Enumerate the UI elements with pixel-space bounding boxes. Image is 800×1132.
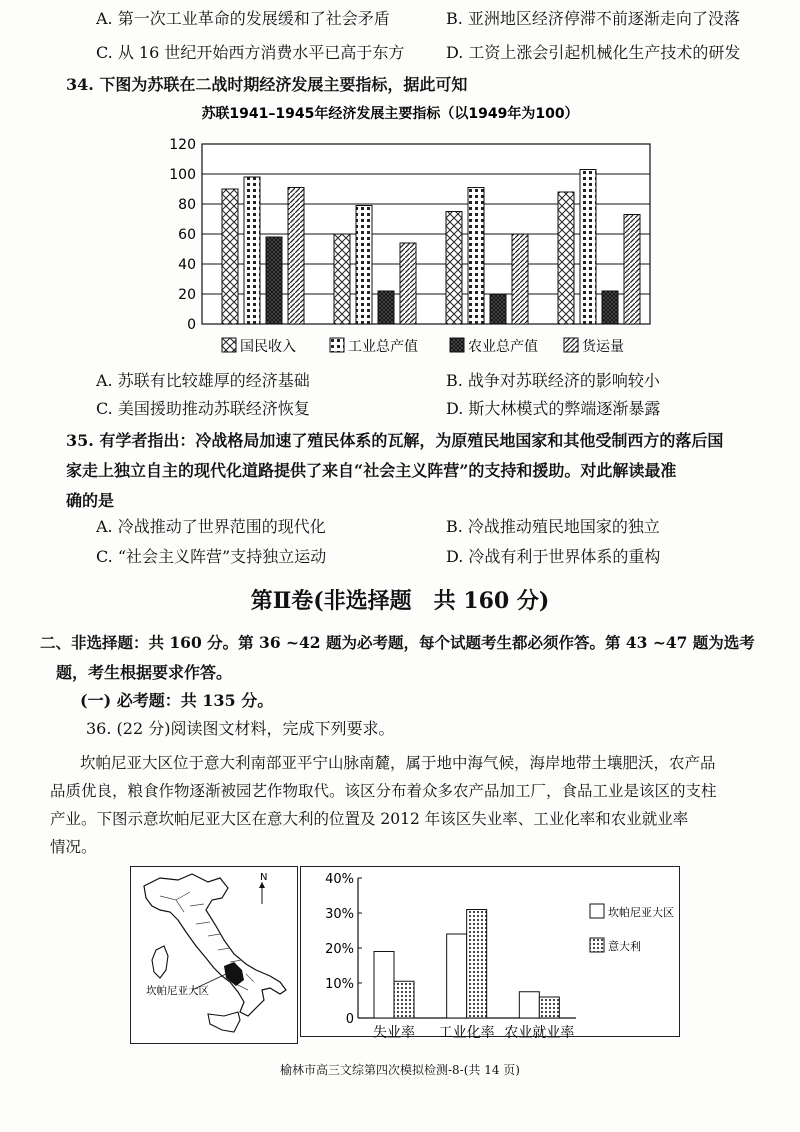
chart1-legend-swatch [222, 338, 236, 352]
q36-para-line3: 产业。下图示意坎帕尼亚大区在意大利的位置及 2012 年该区失业率、工业化率和农业就业率 [50, 810, 689, 828]
chart1-bar [602, 291, 618, 324]
chart2-bar [467, 910, 487, 1019]
page-footer: 榆林市高三文综第四次模拟检测-8-(共 14 页) [279, 1063, 520, 1077]
chart2-x-tick-label: 工业化率 [438, 1025, 495, 1041]
q33-option-a: A. 第一次工业革命的发展缓和了社会矛盾 [96, 9, 390, 28]
soviet-economy-chart [150, 98, 670, 363]
chart1-legend-swatch [450, 338, 464, 352]
chart1-bar [356, 206, 372, 325]
section-title: 第Ⅱ卷(非选择题 共 160 分) [250, 588, 550, 614]
q36-para-line2: 品质优良，粮食作物逐渐被园艺作物取代。该区分布着众多农产品加工厂，食品工业是该区的支柱 [50, 782, 717, 800]
chart1-y-tick-label: 20 [178, 287, 196, 303]
q34-option-b: B. 战争对苏联经济的影响较小 [446, 371, 660, 390]
chart1-bar [378, 291, 394, 324]
chart2-y-tick-label: 40% [325, 872, 354, 887]
chart1-bar [288, 188, 304, 325]
q34-option-c: C. 美国援助推动苏联经济恢复 [96, 399, 310, 418]
chart1-y-tick-label: 0 [187, 317, 196, 333]
q33-option-c: C. 从 16 世纪开始西方消费水平已高于东方 [96, 43, 405, 62]
chart2-x-tick-label: 失业率 [373, 1025, 415, 1041]
chart2-legend-label: 坎帕尼亚大区 [608, 906, 674, 919]
chart1-y-tick-label: 60 [178, 227, 196, 243]
q34-stem: 34. 下图为苏联在二战时期经济发展主要指标，据此可知 [66, 75, 468, 94]
q35-option-d: D. 冷战有利于世界体系的重构 [446, 547, 661, 566]
chart1-bar [446, 212, 462, 325]
italy-map [130, 866, 298, 1044]
chart2-y-tick-label: 30% [325, 907, 354, 922]
chart2-bar [539, 997, 559, 1018]
campania-chart [300, 866, 680, 1046]
q33-option-d: D. 工资上涨会引起机械化生产技术的研发 [446, 43, 741, 62]
chart1-title: 苏联1941–1945年经济发展主要指标（以1949年为100） [201, 106, 579, 122]
chart2-legend-label: 意大利 [608, 940, 641, 953]
chart1-legend-swatch [564, 338, 578, 352]
chart1-bar [468, 188, 484, 325]
q34-option-d: D. 斯大林模式的弊端逐渐暴露 [446, 399, 661, 418]
chart1-bar [334, 234, 350, 324]
chart2-legend-swatch [590, 938, 604, 952]
chart2-y-tick-label: 0 [345, 1012, 354, 1027]
chart2-bar [519, 992, 539, 1018]
chart2-bar [374, 952, 394, 1019]
q36-para-line4: 情况。 [50, 838, 97, 856]
chart2-y-tick-label: 20% [325, 942, 354, 957]
q35-option-b: B. 冷战推动殖民地国家的独立 [446, 517, 660, 536]
chart1-bar [222, 189, 238, 324]
chart1-legend-label: 货运量 [582, 339, 624, 355]
section-intro-line2: 题，考生根据要求作答。 [56, 663, 233, 682]
q35-option-a: A. 冷战推动了世界范围的现代化 [96, 517, 326, 536]
q35-stem-line3: 确的是 [66, 491, 115, 510]
required-heading: (一) 必考题：共 135 分。 [80, 691, 274, 710]
chart1-y-tick-label: 120 [169, 137, 196, 153]
section-intro-line1: 二、非选择题：共 160 分。第 36 ~42 题为必考题，每个试题考生都必须作答。第 43 ~47 题为选考 [40, 633, 755, 652]
chart1-bar [244, 177, 260, 324]
chart1-y-tick-label: 100 [169, 167, 196, 183]
chart1-legend-swatch [330, 338, 344, 352]
q35-option-c: C. “社会主义阵营”支持独立运动 [96, 547, 327, 566]
chart2-bar [394, 981, 414, 1018]
chart1-legend-label: 工业总产值 [348, 339, 418, 355]
chart1-bar [266, 237, 282, 324]
chart1-bar [580, 170, 596, 325]
q36-para-line1: 坎帕尼亚大区位于意大利南部亚平宁山脉南麓，属于地中海气候，海岸地带土壤肥沃，农产品 [80, 754, 716, 772]
chart2-y-tick-label: 10% [325, 977, 354, 992]
q34-option-a: A. 苏联有比较雄厚的经济基础 [96, 371, 310, 390]
q36-stem: 36. (22 分)阅读图文材料，完成下列要求。 [86, 719, 395, 738]
chart2-bar [447, 934, 467, 1018]
chart1-legend-label: 农业总产值 [468, 339, 538, 355]
chart2-x-tick-label: 农业就业率 [504, 1025, 575, 1041]
q33-option-b: B. 亚洲地区经济停滞不前逐渐走向了没落 [446, 9, 740, 28]
chart1-legend-label: 国民收入 [240, 339, 296, 355]
chart1-bar [558, 192, 574, 324]
chart1-bar [624, 215, 640, 325]
q35-stem-line2: 家走上独立自主的现代化道路提供了来自“社会主义阵营”的支持和援助。对此解读最准 [66, 461, 677, 480]
chart1-y-tick-label: 80 [178, 197, 196, 213]
campania-label: 坎帕尼亚大区 [146, 985, 209, 997]
chart1-bar [512, 234, 528, 324]
chart1-bar [490, 294, 506, 324]
chart1-bar [400, 243, 416, 324]
chart1-y-tick-label: 40 [178, 257, 196, 273]
north-label: N [260, 872, 268, 883]
q35-stem-line1: 35. 有学者指出：冷战格局加速了殖民体系的瓦解，为原殖民地国家和其他受制西方的落后国 [66, 431, 724, 450]
chart2-legend-swatch [590, 904, 604, 918]
